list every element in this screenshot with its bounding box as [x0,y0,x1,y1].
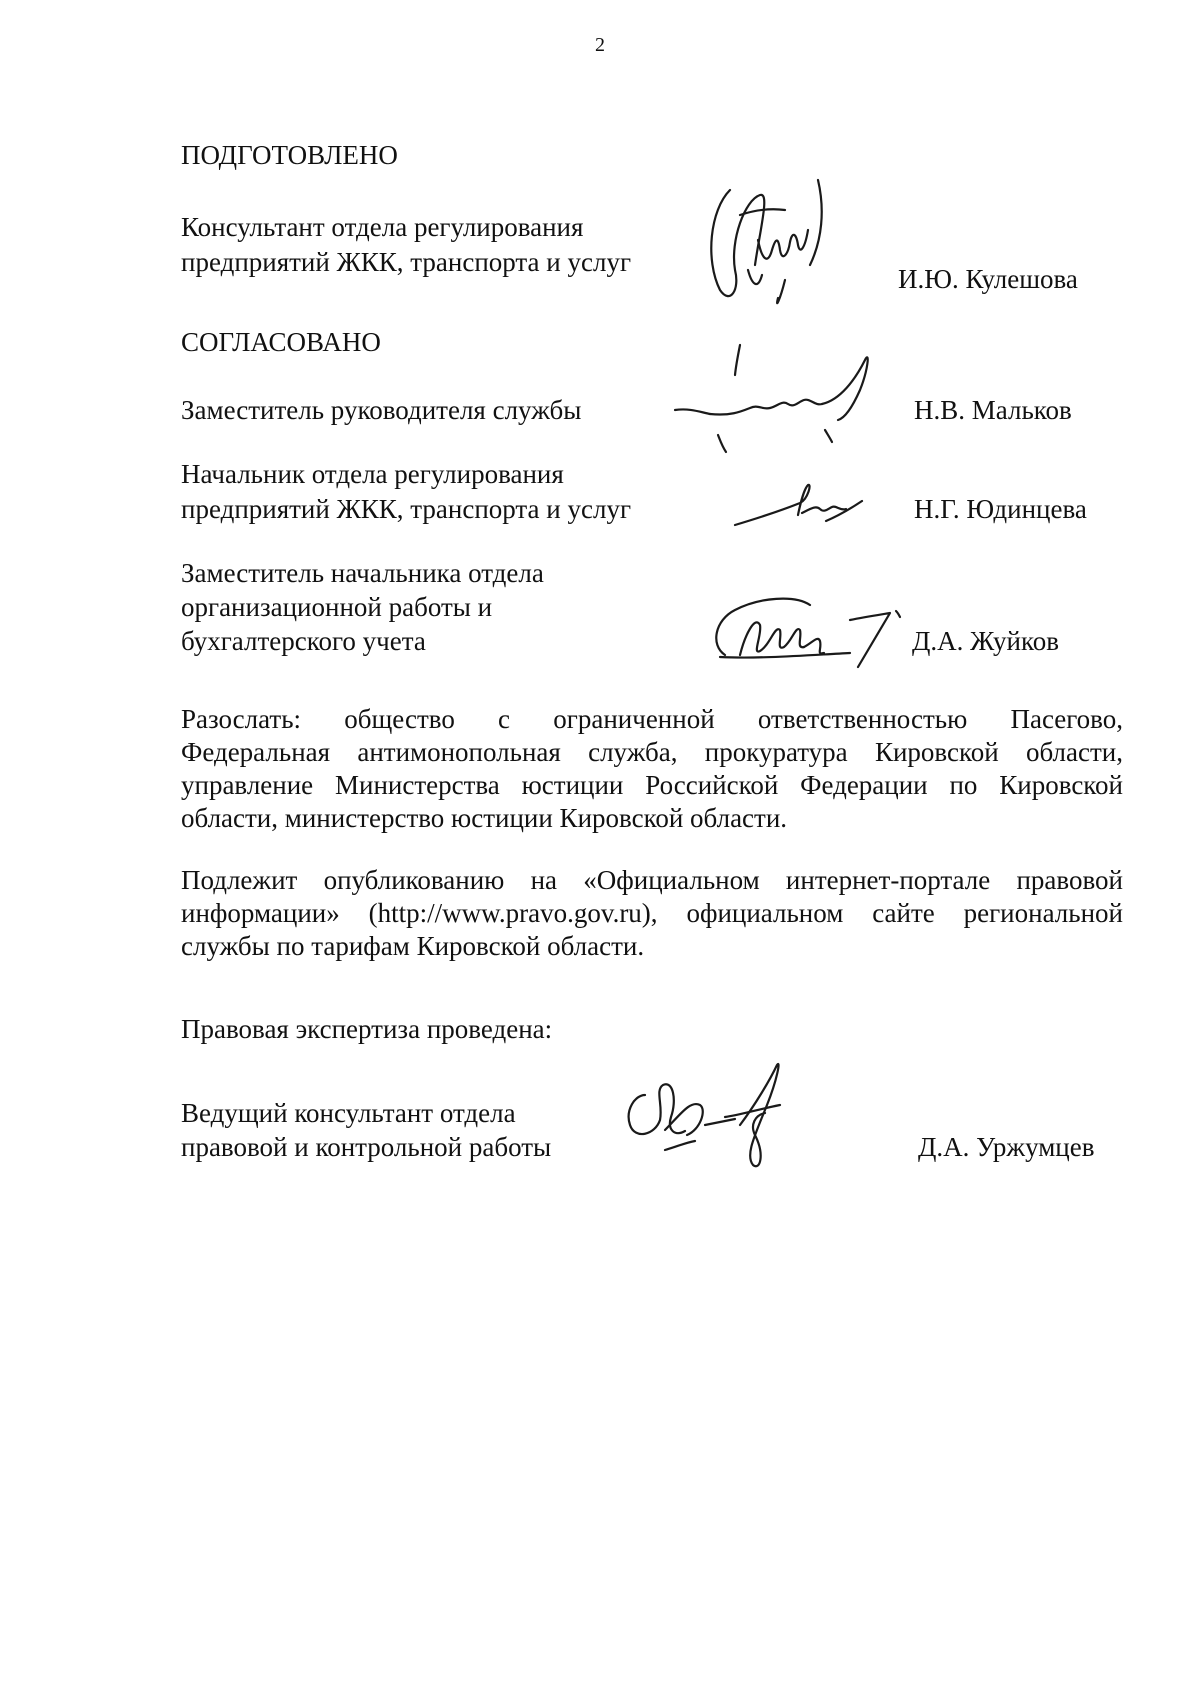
approved-signer-2-position-line-1: Начальник отдела регулирования [181,459,564,489]
legal-review-position-line-1: Ведущий консультант отдела [181,1098,516,1128]
prepared-signer-name: И.Ю. Кулешова [898,264,1078,294]
approved-signer-3-position-line-1: Заместитель начальника отдела [181,558,544,588]
approved-signer-3-position-line-2: организационной работы и [181,592,493,622]
legal-review-signer-name: Д.А. Уржумцев [918,1132,1095,1162]
publication-line-2: информации» (http://www.pravo.gov.ru), официальном сайте региональной [181,898,1123,928]
approved-signer-3-position-line-3: бухгалтерского учета [181,626,426,656]
prepared-heading: ПОДГОТОВЛЕНО [181,140,398,170]
signature-malkov [670,340,890,460]
approved-signer-1-name: Н.В. Мальков [914,395,1072,425]
signature-kuleshova [700,170,840,315]
legal-review-position-line-2: правовой и контрольной работы [181,1132,552,1162]
distribution-paragraph [181,703,1123,835]
approved-signer-1-position-line-1: Заместитель руководителя службы [181,395,582,425]
approved-signer-2-name: Н.Г. Юдинцева [914,494,1087,524]
prepared-position-line-2: предприятий ЖКК, транспорта и услуг [181,247,632,277]
publication-line-3: службы по тарифам Кировской области. [181,931,645,961]
prepared-position-line-1: Консультант отдела регулирования [181,212,584,242]
distribution-line-4: области, министерство юстиции Кировской области. [181,803,788,833]
distribution-line-1: Разослать: общество с ограниченной ответственностью Пасегово, [181,704,1123,734]
publication-line-1: Подлежит опубликованию на «Официальном интернет-портале правовой [181,865,1123,895]
page-number: 2 [595,34,605,56]
signature-zhuikov [700,585,920,680]
approved-heading: СОГЛАСОВАНО [181,327,381,357]
signature-yudintseva [730,475,870,535]
signature-urzhumtsev [605,1055,805,1175]
approved-signer-3-name: Д.А. Жуйков [912,626,1059,656]
publication-paragraph [181,864,1123,963]
distribution-line-3: управление Министерства юстиции Российской Федерации по Кировской [181,770,1123,800]
approved-signer-2-position-line-2: предприятий ЖКК, транспорта и услуг [181,494,632,524]
distribution-line-2: Федеральная антимонопольная служба, прокуратура Кировской области, [181,737,1123,767]
legal-review-heading: Правовая экспертиза проведена: [181,1014,553,1044]
